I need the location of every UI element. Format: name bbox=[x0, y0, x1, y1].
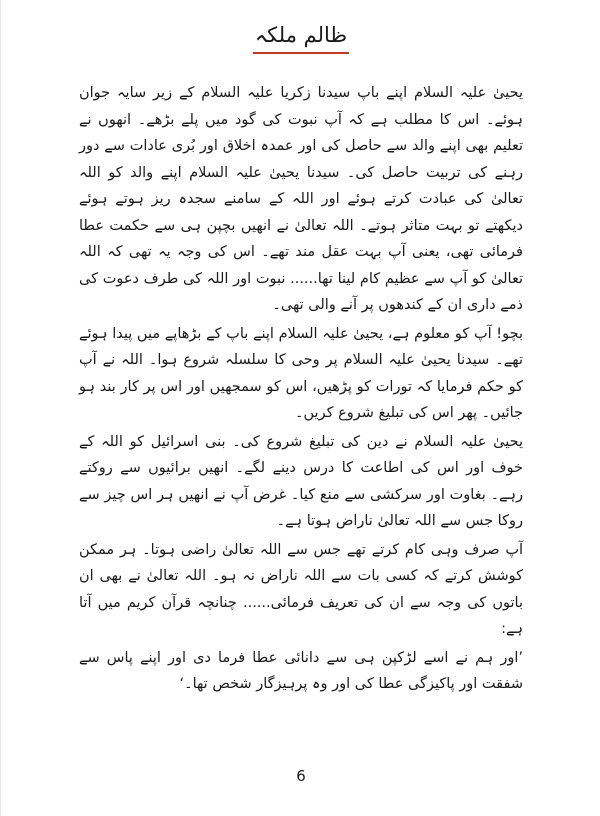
running-header bbox=[1, 20, 600, 50]
page-body bbox=[79, 80, 523, 700]
chapter-title: ظالم ملکہ bbox=[254, 23, 348, 47]
header-underline bbox=[253, 52, 349, 54]
paragraph-3: یحییٰ علیہ السلام نے دین کی تبلیغ شروع کی۔ بنی اسرائیل کو اللہ کے خوف اور اس کی اطاعت کا درس دینے لگے۔ انھیں برائیوں سے روکتے رہے۔ بغاوت اور سرکشی سے منع کیا۔ غرض آپ نے انھیں ہر اس چیز سے روکا جس سے اللہ تعالیٰ ناراض ہوتا ہے۔ bbox=[79, 433, 523, 529]
quran-quote: ’اور ہم نے اسے لڑکپن ہی سے دانائی عطا فرما دی اور اپنے پاس سے شفقت اور پاکیزگی عطا کی اور وہ پرہیزگار شخص تھا۔‘ bbox=[79, 649, 523, 692]
paragraph-4: آپ صرف وہی کام کرتے تھے جس سے اللہ تعالیٰ راضی ہوتا۔ ہر ممکن کوشش کرتے کہ کسی بات سے اللہ ناراض نہ ہو۔ اللہ تعالیٰ نے بھی ان باتوں کی وجہ سے ان کی تعریف فرمائی...... چنانچہ قرآن کریم میں آتا ہے: bbox=[79, 541, 523, 637]
paragraph-1: یحییٰ علیہ السلام اپنے باپ سیدنا زکریا علیہ السلام کے زیر سایہ جوان ہوئے۔ اس کا مطلب ہے کہ آپ نبوت کی گود میں پلے بڑھے۔ انھوں نے تعلیم بھی اپنے والد سے حاصل کی اور عمدہ اخلاق اور بُری عادات سے دور رہنے کی تربیت حاصل کی۔ سیدنا یحییٰ علیہ السلام اپنے والد کو اللہ تعالیٰ کی عبادت کرتے ہوئے اور اللہ کے سامنے سجدہ ریز ہوتے ہوئے دیکھتے تو بہت متاثر ہوتے۔ اللہ تعالیٰ نے انھیں بچپن ہی سے حکمت عطا فرمائی تھی، یعنی آپ بہت عقل مند تھے۔ اس کی وجہ یہ تھی کہ اللہ تعالیٰ کو آپ سے عظیم کام لینا تھا...... نبوت اور اللہ کی طرف دعوت کی ذمے داری ان کے کندھوں پر آنے والی تھی۔ bbox=[79, 85, 523, 313]
paragraph-2: بچو! آپ کو معلوم ہے، یحییٰ علیہ السلام اپنے باپ کے بڑھاپے میں پیدا ہوئے تھے۔ سیدنا یحییٰ علیہ السلام پر وحی کا سلسلہ شروع ہوا۔ اللہ نے آپ کو حکم فرمایا کہ تورات کو پڑھیں، اس کو سمجھیں اور اس پر کار بند ہو جائیں۔ پھر اس کی تبلیغ شروع کریں۔ bbox=[79, 325, 523, 421]
page-number: 6 bbox=[296, 767, 306, 785]
